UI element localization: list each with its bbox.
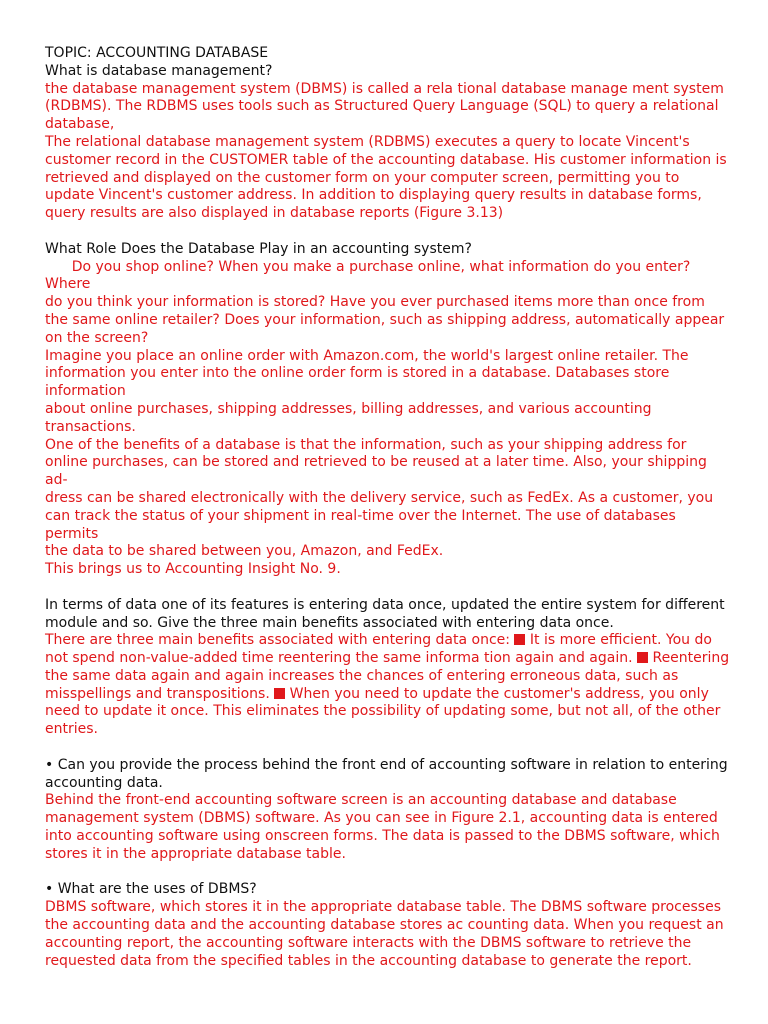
answer-text: When you need to update the customer's address, you only [285,685,709,702]
section-entering-data-once [45,597,735,739]
answer-line: can track the status of your shipment in real-time over the Internet. The use of databases [45,507,676,524]
spacer [45,223,735,241]
answer-text: Reentering [648,650,730,667]
answer-line: information [45,383,126,400]
answer-line: transactions. [45,418,136,435]
red-square-bullet-icon [514,634,525,645]
answer-text: There are three main benefits associated with entering data once: [45,632,515,649]
answer-line: do you think your information is stored? Have you ever purchased items more than once from [45,294,705,311]
answer-line: the data to be shared between you, Amazon, and FedEx. [45,543,444,560]
question-line: In terms of data one of its features is entering data once, updated the entire system for different [45,596,725,613]
answer-line: This brings us to Accounting Insight No. 9. [45,561,341,578]
answer-text: misspellings and transpositions. [45,685,275,702]
answer-line: the database management system (DBMS) is called a rela tional database manage ment system [45,80,724,97]
answer-line: about online purchases, shipping addresses, billing addresses, and various accounting [45,400,652,417]
answer-line: ad- [45,472,68,489]
document-page [45,45,735,970]
answer-line: update Vincent's customer address. In addition to displaying query results in database forms, [45,187,702,204]
answer-line: dress can be shared electronically with the delivery service, such as FedEx. As a customer, you [45,489,714,506]
answer-line: stores it in the appropriate database table. [45,845,346,862]
answer-line: the accounting data and the accounting database stores ac counting data. When you request an [45,917,724,934]
question-line: What Role Does the Database Play in an accounting system? [45,240,472,257]
answer-line: The relational database management system (RDBMS) executes a query to locate Vincent's [45,133,690,150]
answer-line: database, [45,116,115,133]
answer-line: need to update it once. This eliminates the possibility of updating some, but not all, of the other [45,703,721,720]
spacer [45,579,735,597]
question-line: module and so. Give the three main benefits associated with entering data once. [45,614,614,631]
answer-line: retrieved and displayed on the customer form on your computer screen, permitting you to [45,169,680,186]
answer-line: Behind the front-end accounting software screen is an accounting database and database [45,792,677,809]
answer-line: One of the benefits of a database is that the information, such as your shipping address for [45,436,687,453]
answer-line: on the screen? [45,329,149,346]
topic-heading: TOPIC: ACCOUNTING DATABASE [45,45,269,61]
question-line: • What are the uses of DBMS? [45,881,257,898]
answer-line: permits [45,525,99,542]
answer-line [45,632,735,650]
spacer [45,739,735,757]
answer-line [45,686,735,704]
section-database-management [45,63,735,223]
question-line: accounting data. [45,774,163,791]
answer-line: into accounting software using onscreen forms. The data is passed to the DBMS software, which [45,828,720,845]
answer-line: information you enter into the online order form is stored in a database. Databases store [45,365,670,382]
section-dbms-uses [45,881,735,970]
section-database-role [45,241,735,579]
answer-line [45,650,735,668]
answer-text: not spend non-value-added time reentering the same informa tion again and again. [45,650,638,667]
answer-line: entries. [45,721,98,738]
answer-line: Imagine you place an online order with Amazon.com, the world's largest online retailer. The [45,347,689,364]
question-line: • Can you provide the process behind the front end of accounting software in relation to entering [45,756,728,773]
answer-line: management system (DBMS) software. As you can see in Figure 2.1, accounting data is entered [45,810,718,827]
section-front-end-process [45,757,735,864]
question-line: What is database management? [45,62,273,79]
answer-line: customer record in the CUSTOMER table of the accounting database. His customer information is [45,151,727,168]
answer-line: Where [45,276,91,293]
answer-line: online purchases, can be stored and retrieved to be reused at a later time. Also, your shipping [45,454,707,471]
answer-line: Do you shop online? When you make a purchase online, what information do you enter? [45,258,691,275]
answer-text: It is more efficient. You do [525,632,712,649]
answer-line: the same online retailer? Does your information, such as shipping address, automatically appear [45,311,725,328]
answer-line: accounting report, the accounting software interacts with the DBMS software to retrieve the [45,934,692,951]
answer-line: requested data from the specified tables in the accounting database to generate the report. [45,952,692,969]
spacer [45,864,735,882]
answer-line: query results are also displayed in database reports (Figure 3.13) [45,205,504,222]
red-square-bullet-icon [274,688,285,699]
answer-line: the same data again and again increases the chances of entering erroneous data, such as [45,667,679,684]
answer-line: DBMS software, which stores it in the appropriate database table. The DBMS software processes [45,899,721,916]
red-square-bullet-icon [637,652,648,663]
answer-line: (RDBMS). The RDBMS uses tools such as Structured Query Language (SQL) to query a relational [45,98,719,115]
